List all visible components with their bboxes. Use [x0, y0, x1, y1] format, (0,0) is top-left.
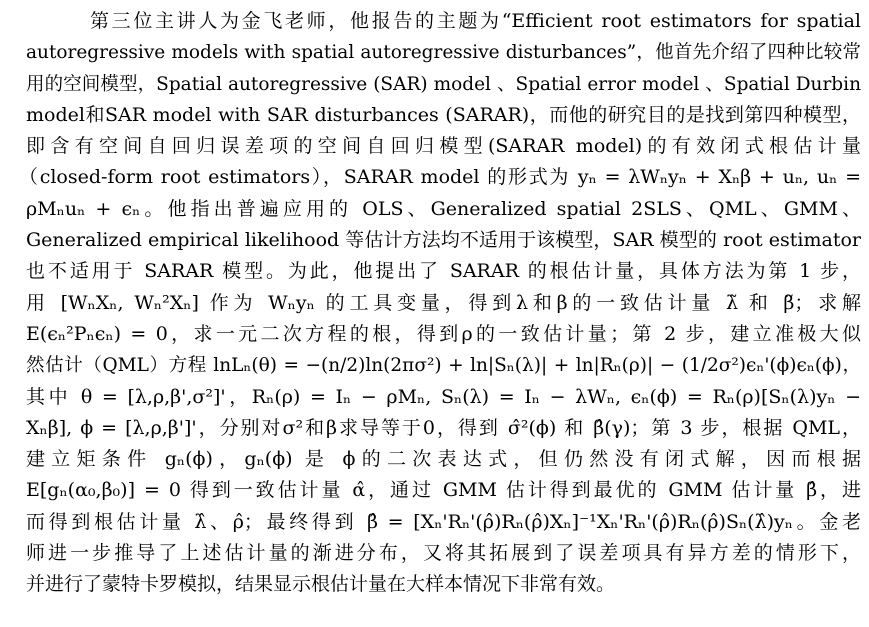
- text-line-18: 师进一步推导了上述估计量的渐进分布，又将其拓展到了误差项具有异方差的情形下，: [26, 542, 861, 565]
- text-line-7: ρMₙuₙ + ϵₙ。他指出普遍应用的 OLS、Generalized spatial 2SLS、QML、GMM、: [26, 197, 861, 220]
- text-line-1: 第三位主讲人为金飞老师，他报告的主题为“Efficient root estimators for spatial: [90, 10, 861, 32]
- text-line-5: 即含有空间自回归误差项的空间自回归模型(SARAR model)的有效闭式根估计量: [26, 135, 861, 158]
- text-line-16: E[gₙ(α₀,β₀)] = 0 得到一致估计量 α̂，通过 GMM 估计得到最优的 GMM 估计量 β̂，进: [26, 479, 861, 502]
- text-line-13: 其中 θ = [λ,ρ,β',σ²]'，Rₙ(ρ) = Iₙ − ρMₙ, Sₙ(λ) = Iₙ − λWₙ, ϵₙ(ϕ) = Rₙ(ρ)[Sₙ(λ)yₙ −: [26, 385, 861, 408]
- text-line-10: 用 [WₙXₙ, Wₙ²Xₙ] 作为 Wₙyₙ 的工具变量，得到λ和β的一致估计量 λ̃ 和 β̃；求解: [26, 291, 861, 314]
- text-line-19: 并进行了蒙特卡罗模拟，结果显示根估计量在大样本情况下非常有效。: [26, 573, 616, 596]
- text-line-6: （closed-form root estimators），SARAR model 的形式为 yₙ = λWₙyₙ + Xₙβ + uₙ, uₙ =: [19, 166, 861, 189]
- text-line-4: model和SAR model with SAR disturbances (SARAR)，而他的研究目的是找到第四种模型，: [26, 103, 861, 126]
- text-line-17: 而得到根估计量 λ̂、ρ̂；最终得到 β̂ = [Xₙ'Rₙ'(ρ̂)Rₙ(ρ̂)Xₙ]⁻¹Xₙ'Rₙ'(ρ̂)Rₙ(ρ̂)Sₙ(λ̂)yₙ。金老: [26, 510, 861, 533]
- text-line-2: autoregressive models with spatial autoregressive disturbances”，他首先介绍了四种比较常: [26, 42, 861, 64]
- text-line-11: E(ϵₙ²Pₙϵₙ) = 0，求一元二次方程的根，得到ρ的一致估计量；第 2 步，建立准极大似: [26, 322, 861, 345]
- text-line-9: 也不适用于 SARAR 模型。为此，他提出了 SARAR 的根估计量，具体方法为第 1 步，: [26, 260, 861, 283]
- text-line-14: Xₙβ], ϕ = [λ,ρ,β']'，分别对σ²和β求导等于0，得到 σ̂²(ϕ) 和 β̂(γ)；第 3 步，根据 QML，: [26, 416, 861, 439]
- text-line-3: 用的空间模型，Spatial autoregressive (SAR) model 、Spatial error model 、Spatial Durbin: [26, 73, 861, 95]
- text-line-15: 建立矩条件 gₙ(ϕ)，gₙ(ϕ) 是 ϕ的二次表达式，但仍然没有闭式解，因而根据: [26, 448, 861, 471]
- text-line-8: Generalized empirical likelihood 等估计方法均不适用于该模型，SAR 模型的 root estimator: [26, 229, 861, 252]
- text-line-12: 然估计（QML）方程 lnLₙ(θ) = −(n/2)ln(2πσ²) + ln|Sₙ(λ)| + ln|Rₙ(ρ)| − (1/2σ²)ϵₙ'(ϕ)ϵₙ(ϕ)，: [26, 355, 861, 377]
